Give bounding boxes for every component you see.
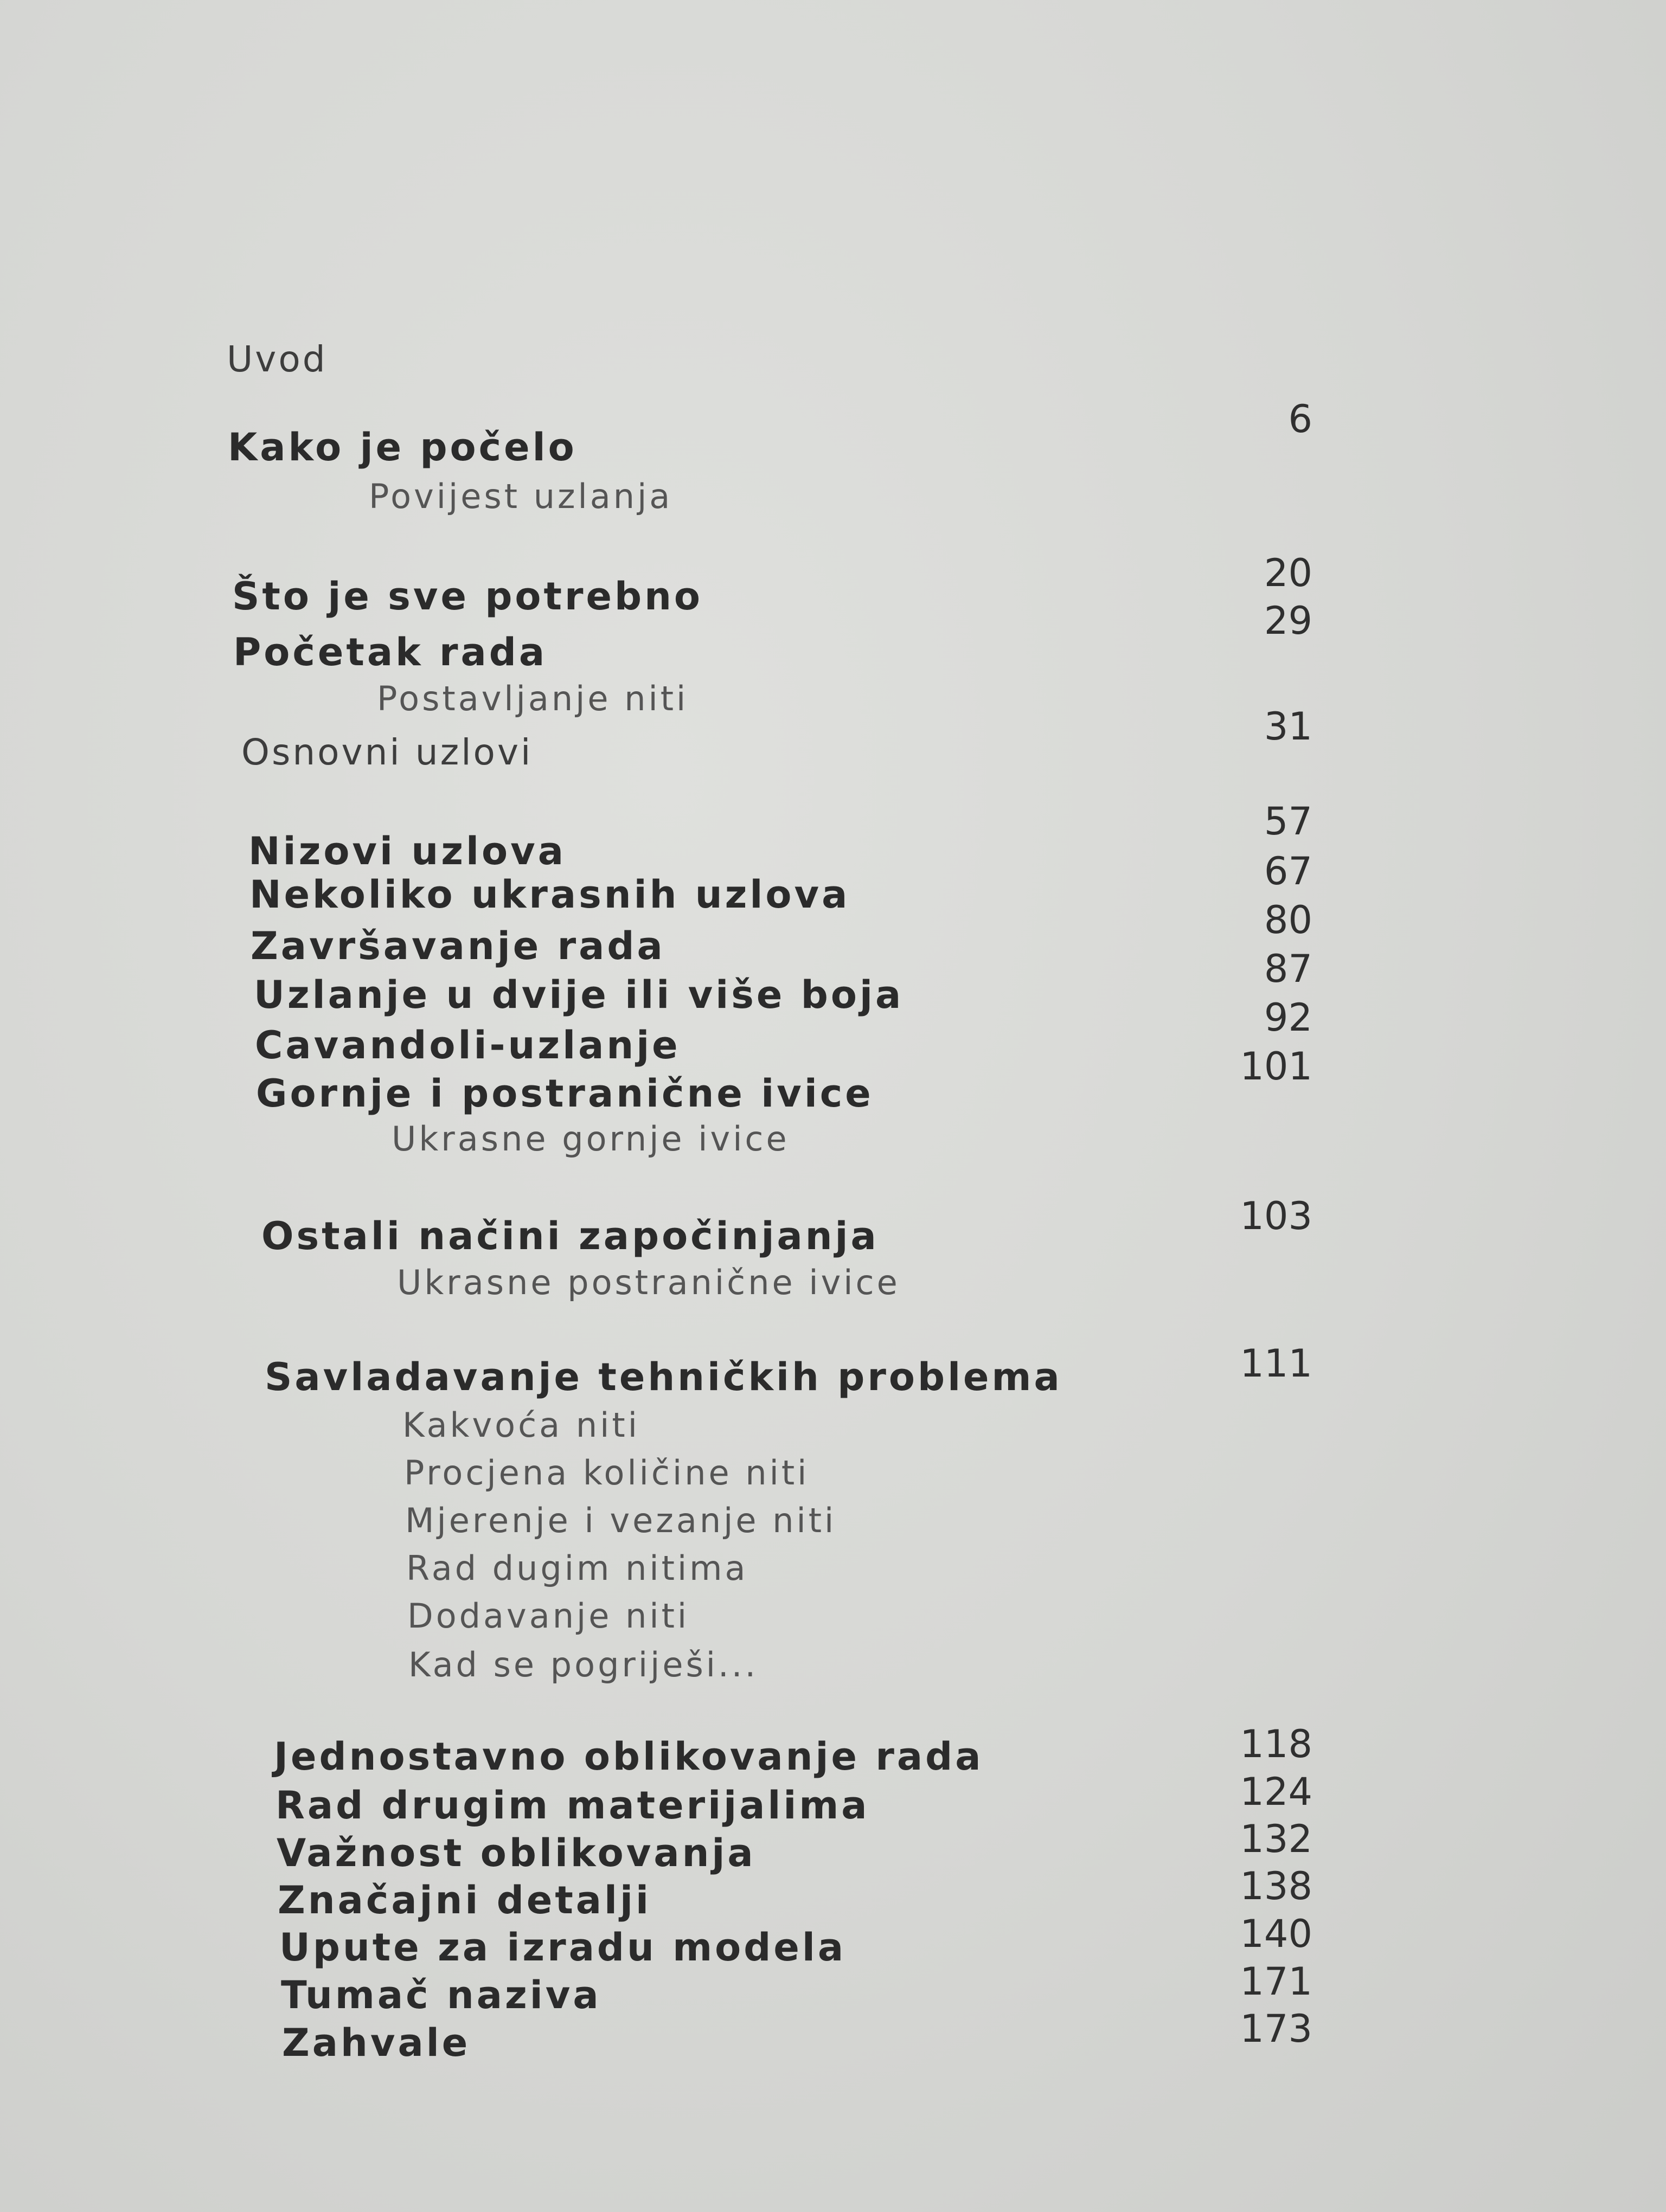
toc-entry-title: Važnost oblikovanja <box>277 1831 756 1875</box>
toc-subentry-title: Kad se pogriješi... <box>408 1645 759 1684</box>
toc-page-number: 6 <box>1288 397 1312 441</box>
toc-subentry-title: Rad dugim nitima <box>406 1548 748 1588</box>
toc-page-number: 101 <box>1240 1044 1312 1089</box>
toc-entry-title: Ostali načini započinjanja <box>261 1214 879 1258</box>
toc-entry-title: Završavanje rada <box>251 924 665 968</box>
toc-entry-title: Upute za izradu modela <box>279 1925 847 1970</box>
toc-entry-title: Nekoliko ukrasnih uzlova <box>249 872 850 917</box>
toc-entry-title: Uzlanje u dvije ili više boja <box>254 973 904 1017</box>
toc-entry-title: Rad drugim materijalima <box>275 1783 870 1828</box>
toc-page-number: 80 <box>1264 898 1312 942</box>
toc-page-number: 173 <box>1240 2007 1312 2051</box>
toc-page-number: 118 <box>1240 1722 1312 1766</box>
toc-subentry-title: Ukrasne gornje ivice <box>392 1119 790 1159</box>
toc-subentry-title: Dodavanje niti <box>407 1596 690 1636</box>
toc-entry-title: Značajni detalji <box>278 1878 652 1922</box>
toc-entry-title: Gornje i postranične ivice <box>256 1071 874 1116</box>
toc-page-number: 20 <box>1264 551 1312 595</box>
toc-page-number: 140 <box>1240 1912 1312 1956</box>
toc-entry-title: Cavandoli-uzlanje <box>255 1023 681 1068</box>
toc-subentry-title: Povijest uzlanja <box>369 477 673 516</box>
toc-page-number: 138 <box>1240 1864 1312 1908</box>
toc-page-number: 31 <box>1264 704 1312 749</box>
toc-subentry-title: Postavljanje niti <box>377 679 689 718</box>
toc-page-number: 87 <box>1264 947 1312 991</box>
toc-subentry-title: Kakvoća niti <box>402 1405 640 1445</box>
toc-page-number: 29 <box>1264 599 1312 643</box>
toc-page-number: 124 <box>1240 1770 1312 1814</box>
toc-entry-title: Osnovni uzlovi <box>241 731 533 773</box>
toc-page-number: 67 <box>1264 849 1312 893</box>
toc-entry-title: Uvod <box>227 338 328 380</box>
toc-entry-title: Zahvale <box>282 2021 471 2065</box>
toc-subentry-title: Procjena količine niti <box>404 1453 810 1493</box>
toc-entry-title: Početak rada <box>233 630 548 674</box>
toc-subentry-title: Mjerenje i vezanje niti <box>405 1501 837 1540</box>
toc-page-number: 103 <box>1240 1194 1312 1238</box>
toc-subentry-title: Ukrasne postranične ivice <box>397 1263 900 1302</box>
toc-entry-title: Što je sve potrebno <box>232 574 703 619</box>
toc-entry-title: Nizovi uzlova <box>248 829 566 873</box>
toc-page-number: 111 <box>1240 1341 1312 1386</box>
toc-page-number: 57 <box>1264 799 1312 844</box>
toc-page-number: 92 <box>1264 995 1312 1040</box>
toc-entry-title: Savladavanje tehničkih problema <box>265 1355 1062 1399</box>
toc-entry-title: Tumač naziva <box>281 1973 601 2017</box>
toc-page-number: 171 <box>1240 1959 1312 2004</box>
toc-entry-title: Kako je počelo <box>228 425 577 470</box>
toc-page-number: 132 <box>1240 1817 1312 1861</box>
toc-entry-title: Jednostavno oblikovanje rada <box>274 1734 984 1779</box>
